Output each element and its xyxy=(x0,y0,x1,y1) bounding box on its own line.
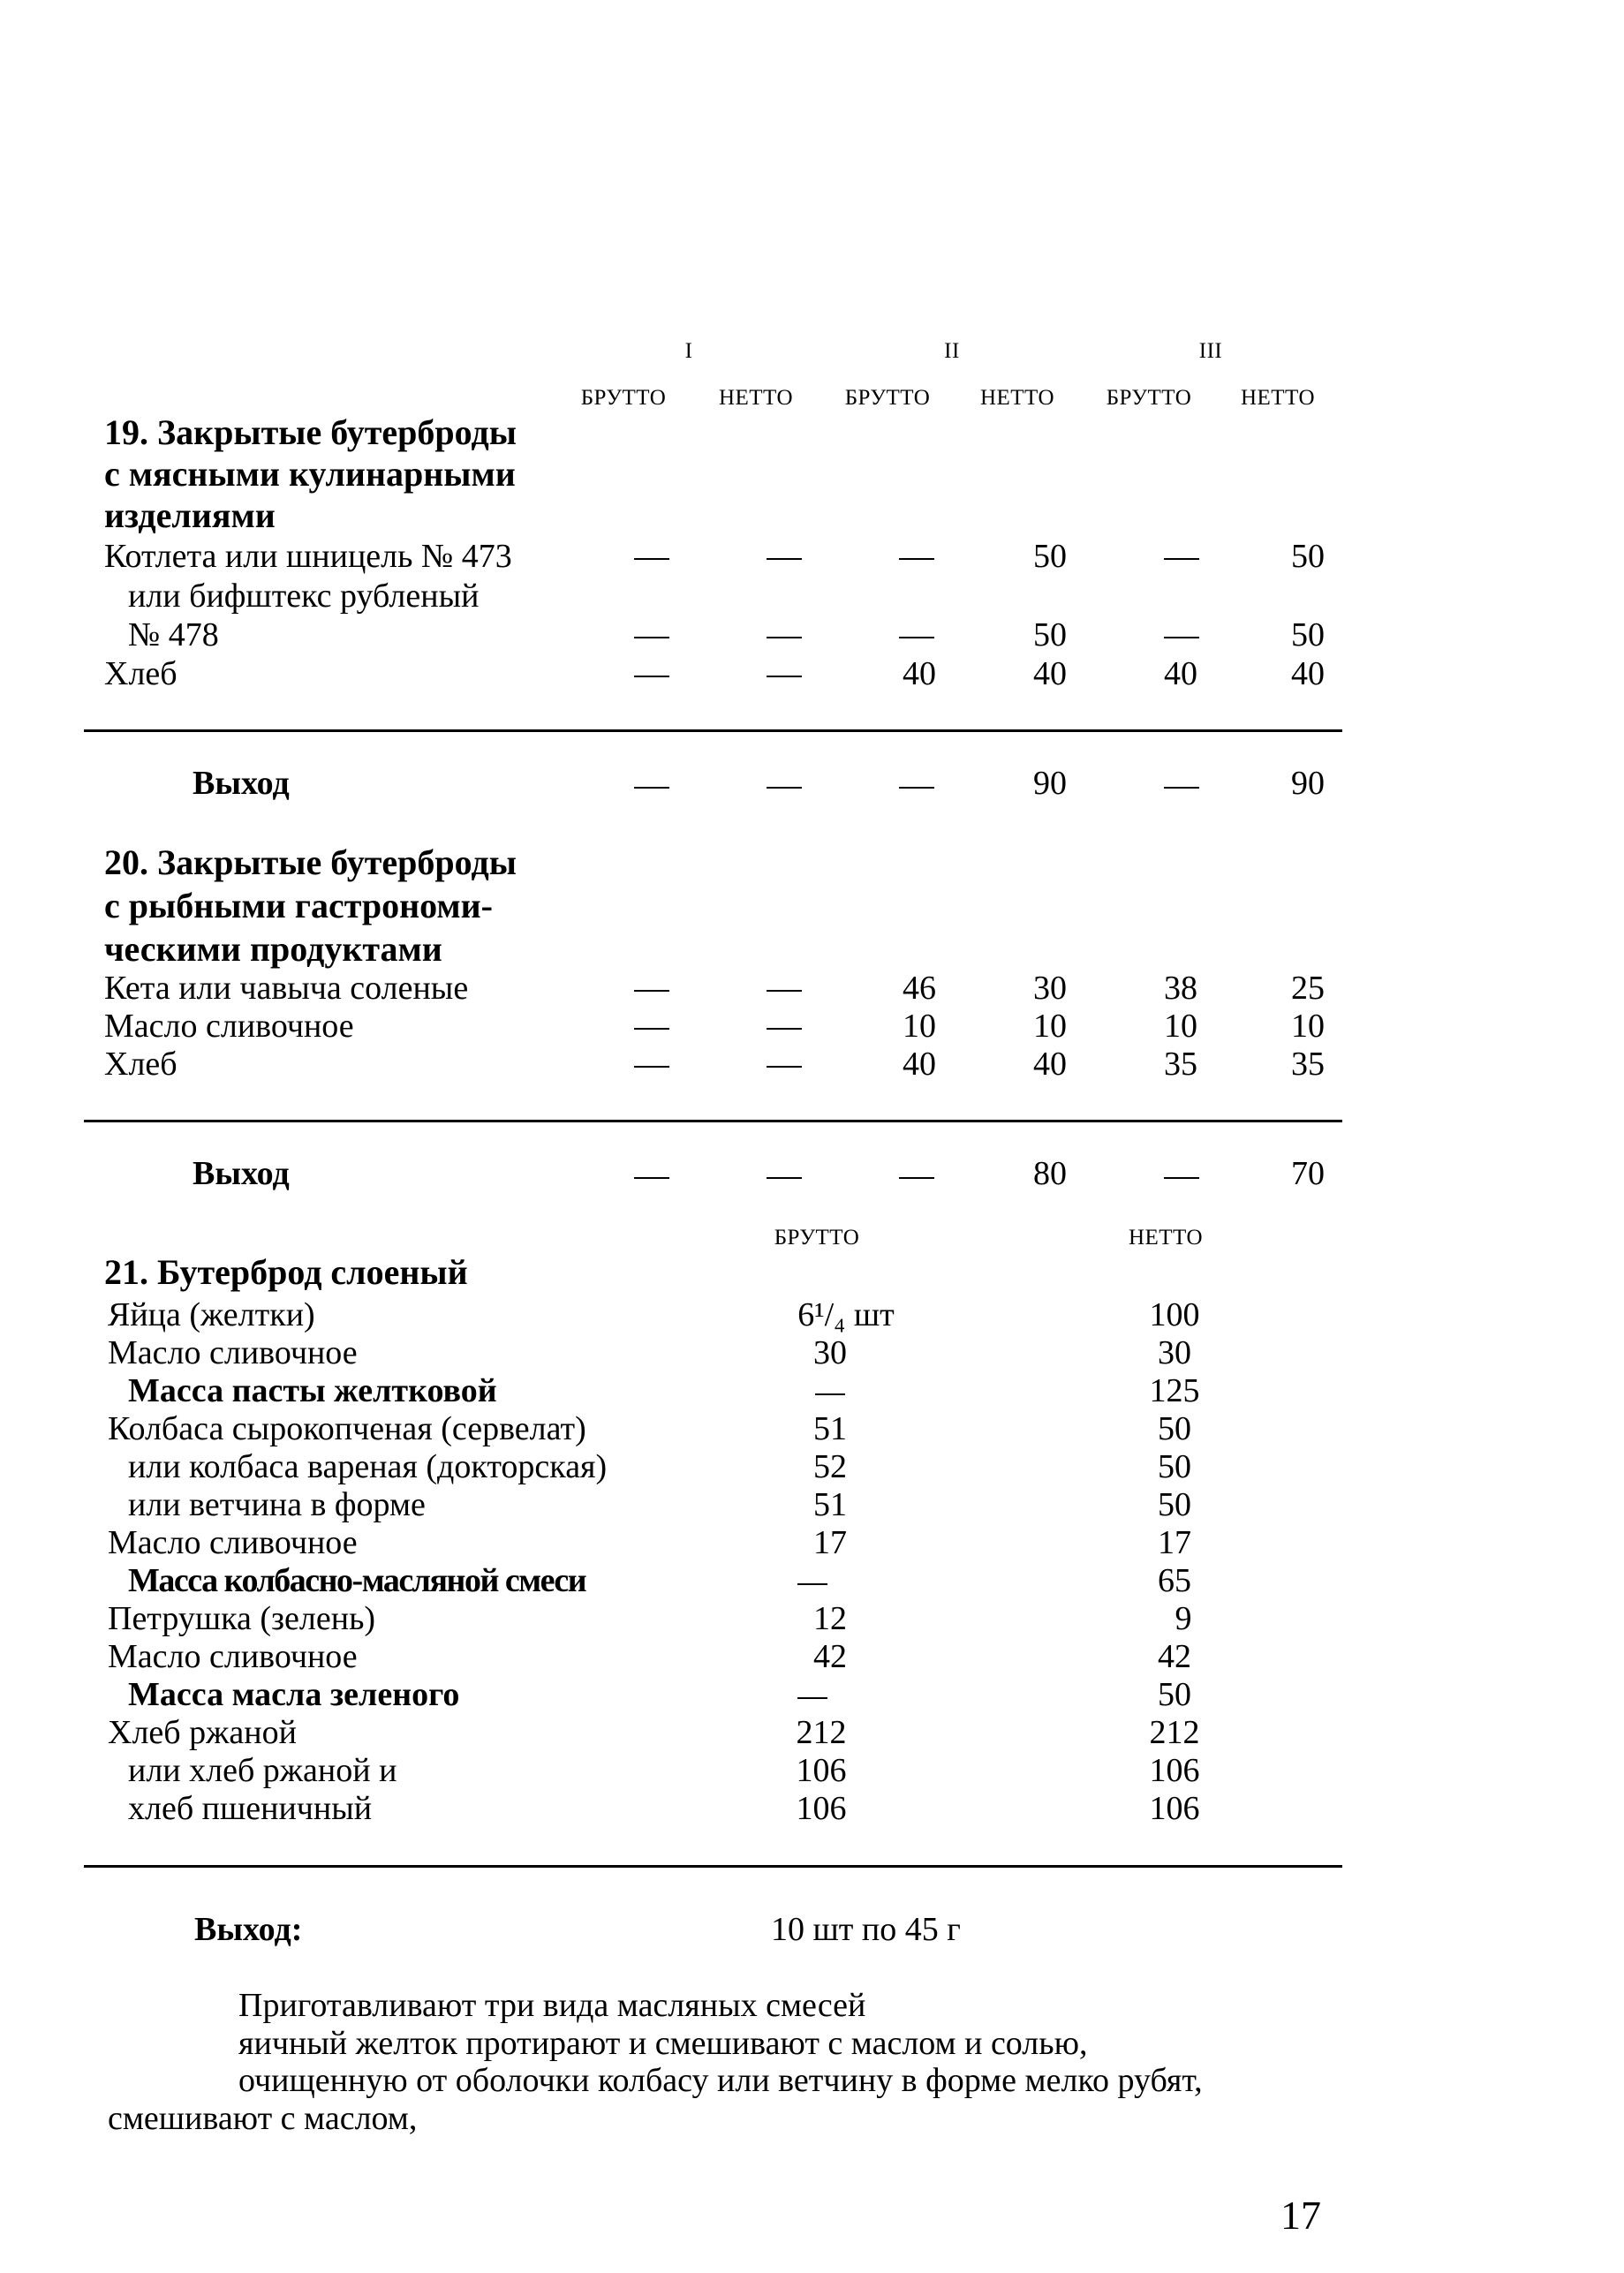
r20-row2-name: Масло сливочное xyxy=(104,1008,354,1045)
r19-yield-v1 xyxy=(634,787,669,789)
subcol-netto-3: НЕТТО xyxy=(1240,386,1316,410)
recipe-20-title-line3: ческими продуктами xyxy=(104,929,442,969)
r20-row1-v6: 25 xyxy=(1291,970,1325,1007)
r19-yield-v3 xyxy=(899,787,934,789)
r20-yield-label: Выход xyxy=(193,1155,290,1192)
r21-row12-name: Хлеб ржаной xyxy=(108,1714,297,1751)
r20-row2-v4: 10 xyxy=(1033,1008,1067,1045)
r20-row1-v1 xyxy=(634,990,669,992)
r19-row1-v1 xyxy=(634,558,669,560)
r21-col-netto: НЕТТО xyxy=(1128,1226,1204,1250)
r21-row13-netto: 106 xyxy=(1149,1752,1200,1789)
page-number: 17 xyxy=(1280,2193,1321,2238)
r19-yield-label: Выход xyxy=(193,765,290,802)
recipe-19-title-line2: с мясными кулинарными xyxy=(104,454,516,494)
r21-row9-brutto: 12 xyxy=(813,1600,847,1637)
r19-yield-v6: 90 xyxy=(1291,765,1325,802)
r21-row10-brutto: 42 xyxy=(813,1638,847,1675)
r21-row14-brutto: 106 xyxy=(796,1790,847,1827)
r21-row14-name: хлеб пшеничный xyxy=(128,1790,373,1827)
subcol-brutto-1: БРУТТО xyxy=(580,386,667,410)
r21-divider xyxy=(84,1865,1342,1868)
subcol-netto-1: НЕТТО xyxy=(718,386,794,410)
r21-yield-label: Выход: xyxy=(194,1911,303,1948)
r21-row6-name: или ветчина в форме xyxy=(128,1486,426,1523)
r21-yield-value: 10 шт по 45 г xyxy=(771,1911,961,1948)
instruction-line2: яичный желток протирают и смешивают с маслом и солью, xyxy=(238,2025,1088,2062)
r21-row10-netto: 42 xyxy=(1158,1638,1191,1675)
r19-row4-v5: 40 xyxy=(1164,655,1197,692)
r20-row3-v6: 35 xyxy=(1291,1046,1325,1083)
col-group-3: III xyxy=(1198,339,1223,363)
r19-row4-name: Хлеб xyxy=(104,655,178,692)
r21-row6-netto: 50 xyxy=(1158,1486,1191,1523)
col-group-2: II xyxy=(944,339,960,363)
instruction-line4: смешивают с маслом, xyxy=(108,2100,418,2137)
r19-row1-v3 xyxy=(899,558,934,560)
r21-row8-name: Масса колбасно-масляной смеси xyxy=(128,1562,586,1599)
r21-row5-name: или колбаса вареная (докторская) xyxy=(128,1448,608,1485)
r20-row3-v2 xyxy=(767,1066,802,1068)
r19-row3-v6: 50 xyxy=(1291,616,1325,653)
r20-row2-v6: 10 xyxy=(1291,1008,1325,1045)
recipe-20-title-line2: с рыбными гастрономи- xyxy=(104,886,493,925)
r20-row2-v5: 10 xyxy=(1164,1008,1197,1045)
r21-row3-name: Масса пасты желтковой xyxy=(128,1372,497,1409)
r19-divider xyxy=(84,729,1342,732)
r19-row4-v2 xyxy=(767,676,802,677)
r21-row9-netto: 9 xyxy=(1175,1600,1192,1637)
r20-yield-v5 xyxy=(1164,1177,1199,1179)
r21-row7-netto: 17 xyxy=(1158,1524,1191,1561)
r20-row1-v5: 38 xyxy=(1164,970,1197,1007)
r20-divider xyxy=(84,1120,1342,1122)
r19-row4-v4: 40 xyxy=(1033,655,1067,692)
r20-row2-v2 xyxy=(767,1028,802,1030)
r21-row11-netto: 50 xyxy=(1158,1676,1191,1713)
r21-row2-brutto: 30 xyxy=(813,1334,847,1371)
r20-yield-v2 xyxy=(767,1177,802,1179)
r21-row10-name: Масло сливочное xyxy=(108,1638,358,1675)
r21-row2-name: Масло сливочное xyxy=(108,1334,358,1371)
r19-yield-v2 xyxy=(767,787,802,789)
r20-row1-v3: 46 xyxy=(903,970,936,1007)
instruction-line1: Приготавливают три вида масляных смесей xyxy=(238,1987,866,2024)
r21-row8-brutto xyxy=(797,1583,827,1585)
r20-row3-v3: 40 xyxy=(903,1046,936,1083)
r21-row2-netto: 30 xyxy=(1158,1334,1191,1371)
r21-row1-netto: 100 xyxy=(1149,1296,1200,1333)
r20-row3-name: Хлеб xyxy=(104,1046,178,1083)
r21-row4-netto: 50 xyxy=(1158,1410,1191,1447)
r20-row3-v5: 35 xyxy=(1164,1046,1197,1083)
r19-row3-v4: 50 xyxy=(1033,616,1067,653)
subcol-brutto-3: БРУТТО xyxy=(1106,386,1192,410)
r21-row3-brutto xyxy=(815,1393,845,1395)
r21-row9-name: Петрушка (зелень) xyxy=(108,1600,376,1637)
r21-row1-brutto: 6¹/₄ шт xyxy=(797,1296,895,1333)
r21-row7-brutto: 17 xyxy=(813,1524,847,1561)
r19-row4-v6: 40 xyxy=(1291,655,1325,692)
subcol-netto-2: НЕТТО xyxy=(979,386,1055,410)
recipe-19-title-line3: изделиями xyxy=(104,495,276,535)
r20-row2-v1 xyxy=(634,1028,669,1030)
r19-row3-v5 xyxy=(1164,637,1199,638)
instruction-line3: очищенную от оболочки колбасу или ветчину в форме мелко рубят, xyxy=(238,2062,1203,2099)
r20-row1-v2 xyxy=(767,990,802,992)
r19-row1-name: Котлета или шницель № 473 xyxy=(104,538,512,575)
r19-row1-v5 xyxy=(1164,558,1199,560)
r19-row1-v2 xyxy=(767,558,802,560)
r19-row1-v4: 50 xyxy=(1033,538,1067,575)
r21-row3-netto: 125 xyxy=(1149,1372,1200,1409)
r21-col-brutto: БРУТТО xyxy=(774,1226,860,1250)
r21-row8-netto: 65 xyxy=(1158,1562,1191,1599)
r21-row13-brutto: 106 xyxy=(796,1752,847,1789)
r21-row5-netto: 50 xyxy=(1158,1448,1191,1485)
recipe-21-title: 21. Бутерброд слоеный xyxy=(104,1252,468,1292)
r21-row12-brutto: 212 xyxy=(796,1714,847,1751)
r19-row3-v1 xyxy=(634,637,669,638)
r19-yield-v4: 90 xyxy=(1033,765,1067,802)
r19-yield-v5 xyxy=(1164,787,1199,789)
subcol-brutto-2: БРУТТО xyxy=(844,386,931,410)
r20-yield-v3 xyxy=(899,1177,934,1179)
recipe-20-title-line1: 20. Закрытые бутерброды xyxy=(104,842,517,882)
recipe-19-title-line1: 19. Закрытые бутерброды xyxy=(104,412,517,452)
r20-yield-v4: 80 xyxy=(1033,1155,1067,1192)
r21-row5-brutto: 52 xyxy=(813,1448,847,1485)
r19-row3-v2 xyxy=(767,637,802,638)
r21-row4-brutto: 51 xyxy=(813,1410,847,1447)
r21-row1-name: Яйца (желтки) xyxy=(108,1296,315,1333)
r20-row1-name: Кета или чавыча соленые xyxy=(104,970,469,1007)
r21-row11-brutto xyxy=(797,1697,827,1699)
r21-row7-name: Масло сливочное xyxy=(108,1524,358,1561)
r19-row2-name: или бифштекс рубленый xyxy=(128,578,480,615)
r21-row6-brutto: 51 xyxy=(813,1486,847,1523)
r20-row3-v1 xyxy=(634,1066,669,1068)
col-group-1: I xyxy=(684,339,693,363)
r20-row2-v3: 10 xyxy=(903,1008,936,1045)
r21-row12-netto: 212 xyxy=(1149,1714,1200,1751)
r20-yield-v6: 70 xyxy=(1291,1155,1325,1192)
r19-row4-v3: 40 xyxy=(903,655,936,692)
r19-row3-name: № 478 xyxy=(128,616,219,653)
r19-row1-v6: 50 xyxy=(1291,538,1325,575)
r19-row3-v3 xyxy=(899,637,934,638)
r20-row3-v4: 40 xyxy=(1033,1046,1067,1083)
r19-row4-v1 xyxy=(634,676,669,677)
r21-row14-netto: 106 xyxy=(1149,1790,1200,1827)
r20-row1-v4: 30 xyxy=(1033,970,1067,1007)
r21-row11-name: Масса масла зеленого xyxy=(128,1676,460,1713)
r21-row4-name: Колбаса сырокопченая (сервелат) xyxy=(108,1410,586,1447)
r20-yield-v1 xyxy=(634,1177,669,1179)
r21-row13-name: или хлеб ржаной и xyxy=(128,1752,397,1789)
